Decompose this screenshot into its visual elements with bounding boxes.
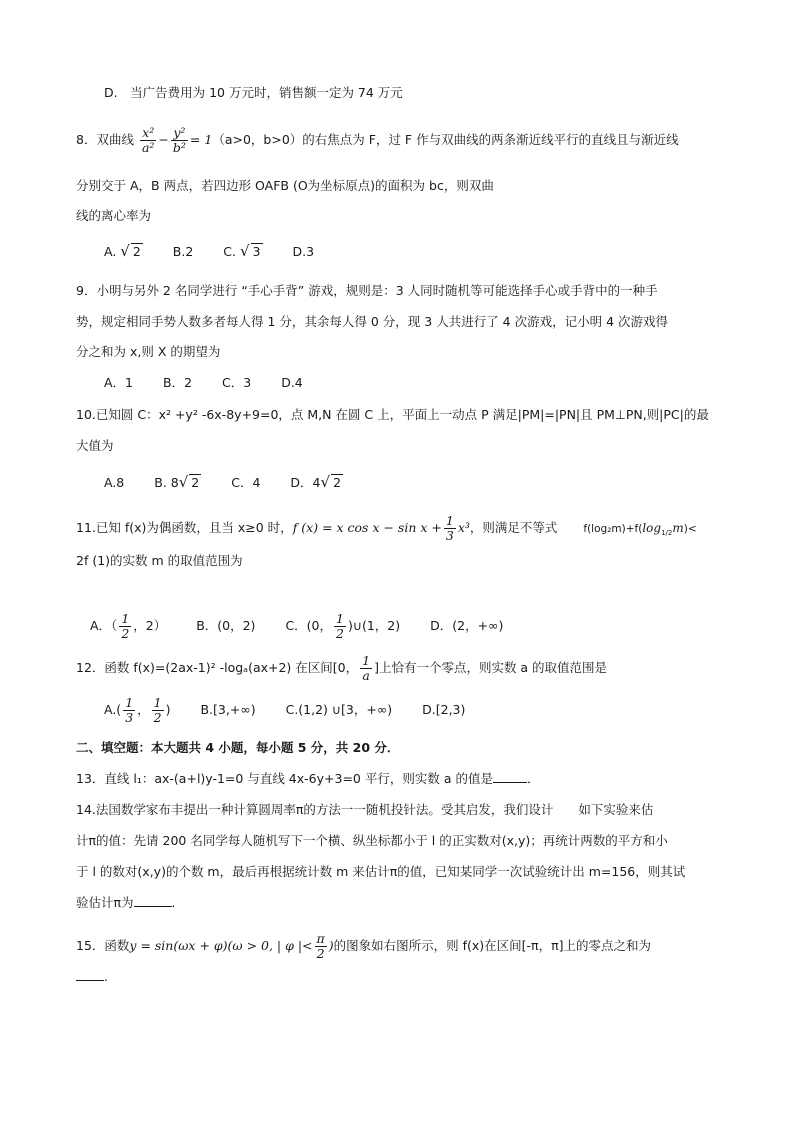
- q9-option-b: B．2: [163, 375, 193, 390]
- q15-line2: .: [76, 968, 108, 986]
- q9-options: [104, 374, 329, 392]
- q9-line3: 分之和为 x,则 X 的期望为: [76, 344, 221, 359]
- q10-options: [104, 473, 369, 492]
- q11-line1: [76, 514, 697, 543]
- q14-line2: 计π的值：先请 200 名同学每人随机写下一个横、纵坐标都小于 l 的正实数对(x,y)；再统计两数的平方和小: [76, 833, 668, 848]
- q11-option-b: B．(0，2): [196, 618, 256, 633]
- q11-option-a: A．（ $\frac{1}{2}$ ，2）: [90, 611, 167, 641]
- q12-option-b: B.[3,+∞): [200, 702, 256, 717]
- q12-option-d: D.[2,3): [422, 702, 466, 717]
- q8-y2: y²: [171, 126, 188, 141]
- q8-b2: b²: [172, 140, 186, 155]
- q8-frac-y: [171, 126, 188, 155]
- q10-option-c: C．4: [231, 475, 261, 490]
- q15-line1: 15．函数y = sin(ωx + φ)(ω > 0, | φ |< $\frac{\pi}{2}$ )的图象如右图所示，则 f(x)在区间[-π，π]上的零点之和为: [76, 931, 651, 961]
- q11-line2: 2f (1)的实数 m 的取值范围为: [76, 553, 243, 568]
- q11-inequality: $f(\log_2m)+f(\log_{1/2}m)<$: [583, 521, 697, 538]
- q11-option-d: D．(2，+∞): [430, 618, 504, 633]
- q14-line4: 验估计π为 .: [76, 895, 176, 910]
- q8-number: 8．: [76, 132, 97, 147]
- q7-option-d: D. 当广告费用为 10 万元时，销售额一定为 74 万元: [104, 85, 403, 100]
- q14-line1: 14.法国数学家布丰提出一种计算圆周率π的方法一一随机投针法。受其启发，我们设计 如下实验来估: [76, 802, 654, 817]
- q14-line3: 于 l 的数对(x,y)的个数 m，最后再根据统计数 m 来估计π的值，已知某同学一次试验统计出 m=156，则其试: [76, 864, 686, 879]
- q11-x3: x³: [457, 520, 470, 535]
- q11-option-c: C．(0， $\frac{1}{2}$ )∪(1，2): [285, 611, 401, 641]
- q8-condition: （a>0，b>0）的右焦点为 F，过 F 作与双曲线的两条渐近线平行的直线且与渐近线: [212, 132, 679, 147]
- q10-line2: 大值为: [76, 438, 114, 453]
- q8-line2: 分别交于 A，B 两点，若四边形 OAFB (O为坐标原点)的面积为 bc，则双曲: [76, 178, 494, 193]
- q9-option-c: C．3: [222, 375, 252, 390]
- q13-line: 13．直线 l₁：ax-(a+l)y-1=0 与直线 4x-6y+3=0 平行，则实数 a 的值是 ．: [76, 771, 540, 786]
- q8-option-b: B.2: [172, 244, 194, 259]
- q15-function: y = sin(ωx + φ)(ω > 0, | φ |<: [129, 938, 313, 953]
- q8-options: [104, 242, 340, 261]
- q8-prefix: 双曲线: [96, 132, 134, 147]
- q8-a2: a²: [141, 140, 155, 155]
- q12-option-a: A.( $\frac{1}{3}$ ， $\frac{1}{2}$ ): [104, 695, 171, 725]
- q9-line1: 9．小明与另外 2 名同学进行 “手心手背” 游戏，规则是：3 人同时随机等可能选择手心或手背中的一种手: [76, 283, 658, 298]
- q15-frac-pi-2: $\frac{\pi}{2}$: [316, 931, 325, 961]
- q9-option-a: A．1: [104, 375, 134, 390]
- q12-frac-1-over-a: $\frac{1}{a}$: [362, 653, 371, 683]
- q11-prefix: 11.已知 f(x)为偶函数，且当 x≥0 时，: [76, 520, 293, 535]
- q8-option-d: D.3: [292, 244, 315, 259]
- q10-option-b: B. 8√ 2: [154, 473, 200, 491]
- q11-frac-third: $\frac{1}{3}$: [445, 513, 454, 543]
- q8-eq-rhs: = 1: [189, 132, 213, 147]
- q10-line1: 10.已知圆 C：x² +y² -6x-8y+9=0，点 M,N 在圆 C 上，平面上一动点 P 满足|PM|=|PN|且 PM⊥PN,则|PC|的最: [76, 407, 709, 422]
- q8-line1: 8．双曲线 $\frac{\text{x²}}{\text{a²}}$ − $\frac{\text{y²}}{\text{b²}}$ = 1（a>0，b>0）的右焦点为 F，过 F 作与双曲线的两条渐近线平行的直线且与渐近线: [76, 125, 679, 155]
- q12-option-c: C.(1,2) ∪[3，+∞): [285, 702, 393, 717]
- q8-line3: 线的离心率为: [76, 208, 152, 223]
- q8-x2: x²: [140, 126, 156, 141]
- q10-option-a: A.8: [104, 475, 125, 490]
- q9-line2: 势，规定相同手势人数多者每人得 1 分，其余每人得 0 分，现 3 人共进行了 4 次游戏，记小明 4 次游戏得: [76, 314, 669, 329]
- q12-options: [104, 696, 491, 725]
- q11-mid: ，则满足不等式: [469, 520, 558, 535]
- q8-frac-x: [140, 126, 156, 155]
- q11-options: [90, 612, 529, 641]
- q9-option-d: D.4: [281, 375, 303, 390]
- q8-option-a: A. √ 2: [104, 242, 141, 260]
- section2-title: 二、填空题：本大题共 4 小题，每小题 5 分，共 20 分．: [76, 740, 400, 755]
- q10-option-d: D．4√ 2: [290, 473, 342, 491]
- q12-line1: 12．函数 f(x)=(2ax-1)² -logₐ(ax+2) 在区间[0， $\frac{1}{a}$ ]上恰有一个零点，则实数 a 的取值范围是: [76, 653, 608, 683]
- q11-function: f (x) = x cos x − sin x +: [292, 520, 442, 535]
- q8-option-c: C. √ 3: [223, 242, 261, 260]
